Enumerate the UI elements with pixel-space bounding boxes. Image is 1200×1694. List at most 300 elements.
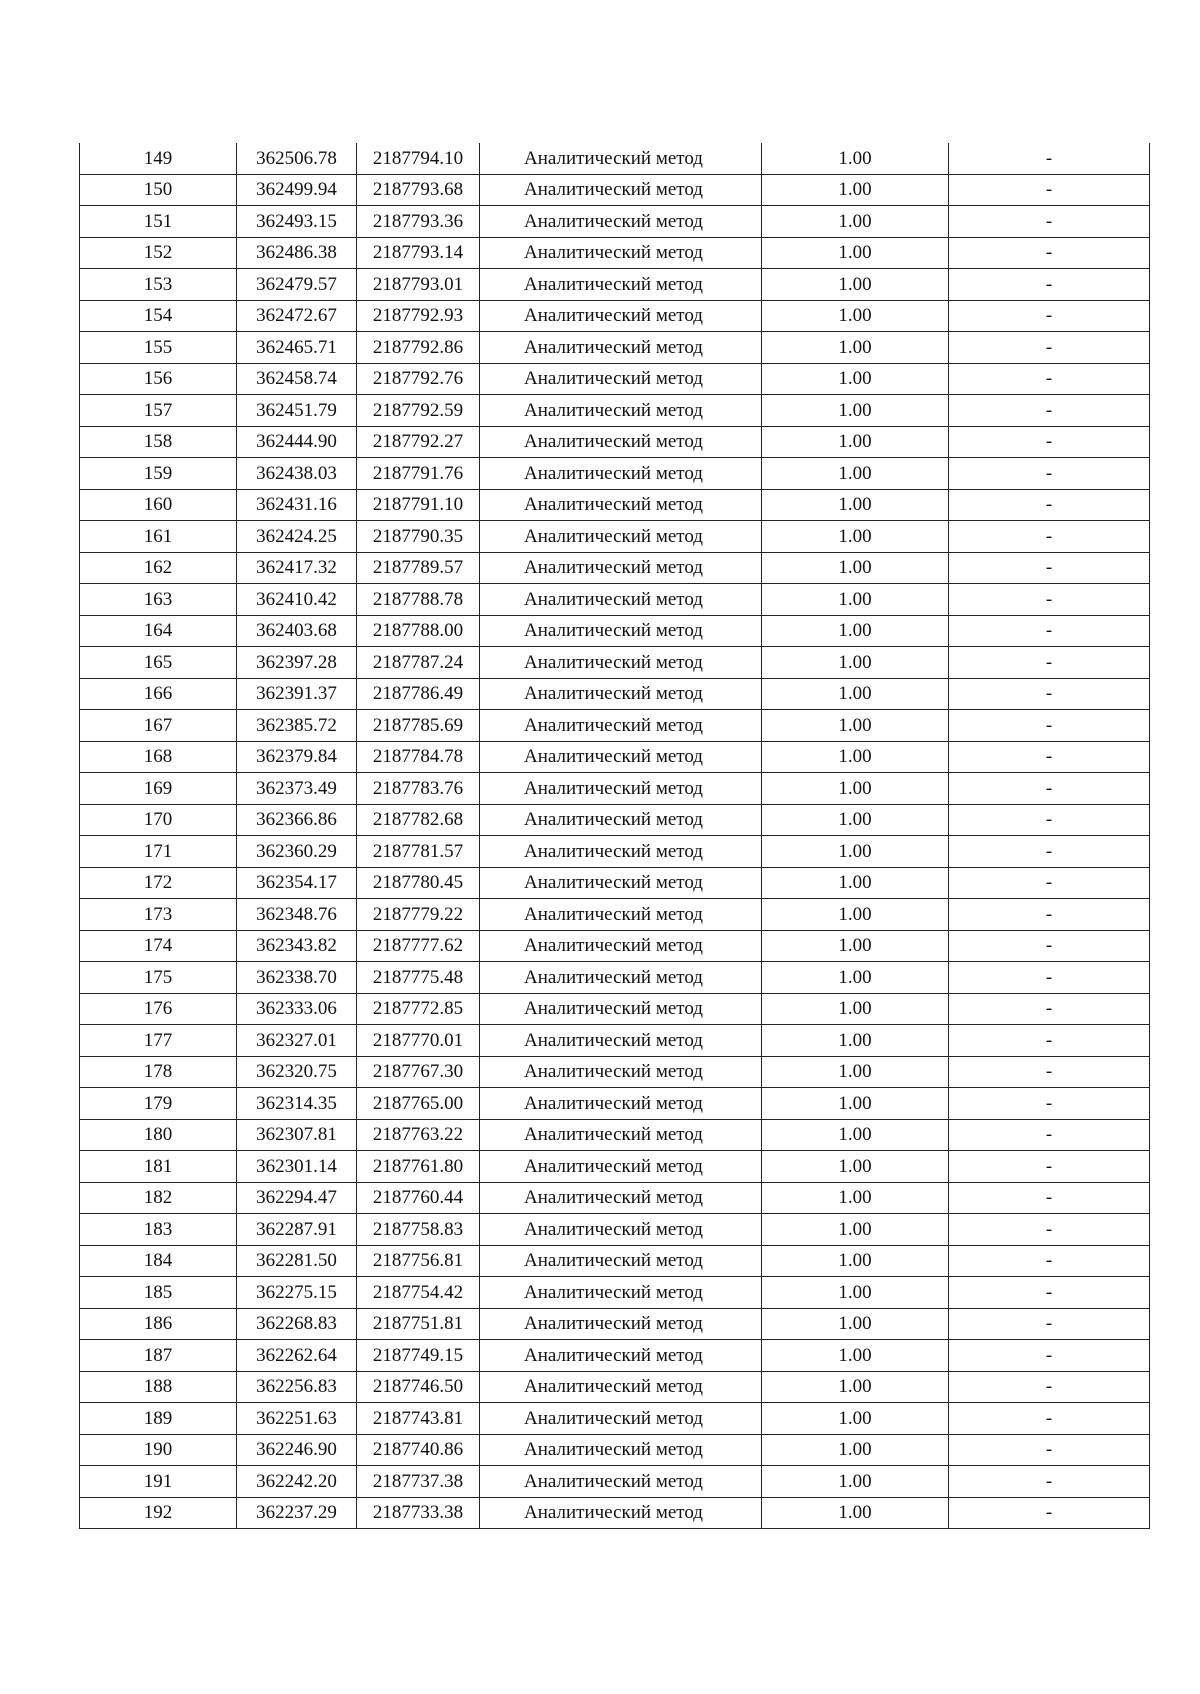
y-coordinate-cell: 2187791.10: [357, 489, 480, 521]
x-coordinate-cell: 362438.03: [237, 458, 357, 490]
accuracy-cell: 1.00: [762, 489, 949, 521]
description-cell: -: [949, 332, 1150, 364]
y-coordinate-cell: 2187793.01: [357, 269, 480, 301]
point-number-cell: 151: [80, 206, 237, 238]
point-number-cell: 150: [80, 174, 237, 206]
accuracy-cell: 1.00: [762, 206, 949, 238]
table-row: [80, 237, 1150, 269]
x-coordinate-cell: 362493.15: [237, 206, 357, 238]
table-row: [80, 1119, 1150, 1151]
description-cell: -: [949, 741, 1150, 773]
method-cell: Аналитический метод: [480, 930, 762, 962]
method-cell: Аналитический метод: [480, 678, 762, 710]
description-cell: -: [949, 710, 1150, 742]
description-cell: -: [949, 1056, 1150, 1088]
method-cell: Аналитический метод: [480, 773, 762, 805]
x-coordinate-cell: 362354.17: [237, 867, 357, 899]
table-row: [80, 1308, 1150, 1340]
table-row: [80, 1434, 1150, 1466]
method-cell: Аналитический метод: [480, 206, 762, 238]
accuracy-cell: 1.00: [762, 1119, 949, 1151]
method-cell: Аналитический метод: [480, 363, 762, 395]
x-coordinate-cell: 362287.91: [237, 1214, 357, 1246]
method-cell: Аналитический метод: [480, 1308, 762, 1340]
accuracy-cell: 1.00: [762, 143, 949, 174]
y-coordinate-cell: 2187792.76: [357, 363, 480, 395]
accuracy-cell: 1.00: [762, 552, 949, 584]
table-row: [80, 647, 1150, 679]
method-cell: Аналитический метод: [480, 710, 762, 742]
method-cell: Аналитический метод: [480, 804, 762, 836]
description-cell: -: [949, 395, 1150, 427]
accuracy-cell: 1.00: [762, 930, 949, 962]
x-coordinate-cell: 362379.84: [237, 741, 357, 773]
x-coordinate-cell: 362256.83: [237, 1371, 357, 1403]
y-coordinate-cell: 2187793.14: [357, 237, 480, 269]
description-cell: -: [949, 1308, 1150, 1340]
point-number-cell: 160: [80, 489, 237, 521]
y-coordinate-cell: 2187756.81: [357, 1245, 480, 1277]
point-number-cell: 184: [80, 1245, 237, 1277]
description-cell: -: [949, 426, 1150, 458]
method-cell: Аналитический метод: [480, 143, 762, 174]
table-row: [80, 836, 1150, 868]
y-coordinate-cell: 2187781.57: [357, 836, 480, 868]
accuracy-cell: 1.00: [762, 174, 949, 206]
y-coordinate-cell: 2187751.81: [357, 1308, 480, 1340]
description-cell: -: [949, 1340, 1150, 1372]
description-cell: -: [949, 1245, 1150, 1277]
description-cell: -: [949, 143, 1150, 174]
method-cell: Аналитический метод: [480, 174, 762, 206]
x-coordinate-cell: 362410.42: [237, 584, 357, 616]
x-coordinate-cell: 362506.78: [237, 143, 357, 174]
description-cell: -: [949, 615, 1150, 647]
table-row: [80, 1025, 1150, 1057]
point-number-cell: 166: [80, 678, 237, 710]
y-coordinate-cell: 2187792.27: [357, 426, 480, 458]
method-cell: Аналитический метод: [480, 584, 762, 616]
method-cell: Аналитический метод: [480, 1245, 762, 1277]
method-cell: Аналитический метод: [480, 552, 762, 584]
method-cell: Аналитический метод: [480, 1340, 762, 1372]
y-coordinate-cell: 2187785.69: [357, 710, 480, 742]
table-row: [80, 1214, 1150, 1246]
y-coordinate-cell: 2187743.81: [357, 1403, 480, 1435]
x-coordinate-cell: 362366.86: [237, 804, 357, 836]
accuracy-cell: 1.00: [762, 647, 949, 679]
y-coordinate-cell: 2187782.68: [357, 804, 480, 836]
y-coordinate-cell: 2187733.38: [357, 1497, 480, 1529]
y-coordinate-cell: 2187788.78: [357, 584, 480, 616]
accuracy-cell: 1.00: [762, 773, 949, 805]
x-coordinate-cell: 362472.67: [237, 300, 357, 332]
accuracy-cell: 1.00: [762, 867, 949, 899]
method-cell: Аналитический метод: [480, 1025, 762, 1057]
method-cell: Аналитический метод: [480, 426, 762, 458]
y-coordinate-cell: 2187767.30: [357, 1056, 480, 1088]
y-coordinate-cell: 2187790.35: [357, 521, 480, 553]
x-coordinate-cell: 362327.01: [237, 1025, 357, 1057]
y-coordinate-cell: 2187792.93: [357, 300, 480, 332]
accuracy-cell: 1.00: [762, 1214, 949, 1246]
point-number-cell: 152: [80, 237, 237, 269]
table-row: [80, 1497, 1150, 1529]
description-cell: -: [949, 1151, 1150, 1183]
table-row: [80, 1340, 1150, 1372]
accuracy-cell: 1.00: [762, 458, 949, 490]
y-coordinate-cell: 2187758.83: [357, 1214, 480, 1246]
y-coordinate-cell: 2187772.85: [357, 993, 480, 1025]
x-coordinate-cell: 362237.29: [237, 1497, 357, 1529]
point-number-cell: 172: [80, 867, 237, 899]
method-cell: Аналитический метод: [480, 489, 762, 521]
x-coordinate-cell: 362333.06: [237, 993, 357, 1025]
description-cell: -: [949, 678, 1150, 710]
method-cell: Аналитический метод: [480, 836, 762, 868]
table-row: [80, 426, 1150, 458]
point-number-cell: 188: [80, 1371, 237, 1403]
accuracy-cell: 1.00: [762, 962, 949, 994]
x-coordinate-cell: 362479.57: [237, 269, 357, 301]
accuracy-cell: 1.00: [762, 521, 949, 553]
x-coordinate-cell: 362268.83: [237, 1308, 357, 1340]
description-cell: -: [949, 1214, 1150, 1246]
accuracy-cell: 1.00: [762, 269, 949, 301]
accuracy-cell: 1.00: [762, 1025, 949, 1057]
table-row: [80, 962, 1150, 994]
description-cell: -: [949, 1403, 1150, 1435]
point-number-cell: 189: [80, 1403, 237, 1435]
accuracy-cell: 1.00: [762, 332, 949, 364]
description-cell: -: [949, 300, 1150, 332]
table-row: [80, 710, 1150, 742]
accuracy-cell: 1.00: [762, 1277, 949, 1309]
table-row: [80, 1151, 1150, 1183]
point-number-cell: 190: [80, 1434, 237, 1466]
point-number-cell: 169: [80, 773, 237, 805]
table-row: [80, 1182, 1150, 1214]
accuracy-cell: 1.00: [762, 1151, 949, 1183]
method-cell: Аналитический метод: [480, 1466, 762, 1498]
description-cell: -: [949, 1277, 1150, 1309]
accuracy-cell: 1.00: [762, 899, 949, 931]
x-coordinate-cell: 362458.74: [237, 363, 357, 395]
table-row: [80, 899, 1150, 931]
x-coordinate-cell: 362343.82: [237, 930, 357, 962]
y-coordinate-cell: 2187760.44: [357, 1182, 480, 1214]
y-coordinate-cell: 2187792.59: [357, 395, 480, 427]
point-number-cell: 156: [80, 363, 237, 395]
table-row: [80, 773, 1150, 805]
method-cell: Аналитический метод: [480, 993, 762, 1025]
method-cell: Аналитический метод: [480, 1056, 762, 1088]
method-cell: Аналитический метод: [480, 867, 762, 899]
point-number-cell: 167: [80, 710, 237, 742]
accuracy-cell: 1.00: [762, 1403, 949, 1435]
y-coordinate-cell: 2187791.76: [357, 458, 480, 490]
point-number-cell: 170: [80, 804, 237, 836]
description-cell: -: [949, 206, 1150, 238]
accuracy-cell: 1.00: [762, 836, 949, 868]
description-cell: -: [949, 1371, 1150, 1403]
x-coordinate-cell: 362294.47: [237, 1182, 357, 1214]
table-row: [80, 1245, 1150, 1277]
x-coordinate-cell: 362424.25: [237, 521, 357, 553]
x-coordinate-cell: 362275.15: [237, 1277, 357, 1309]
description-cell: -: [949, 552, 1150, 584]
y-coordinate-cell: 2187749.15: [357, 1340, 480, 1372]
accuracy-cell: 1.00: [762, 1056, 949, 1088]
y-coordinate-cell: 2187763.22: [357, 1119, 480, 1151]
y-coordinate-cell: 2187775.48: [357, 962, 480, 994]
accuracy-cell: 1.00: [762, 741, 949, 773]
table-row: [80, 489, 1150, 521]
y-coordinate-cell: 2187792.86: [357, 332, 480, 364]
description-cell: -: [949, 237, 1150, 269]
description-cell: -: [949, 1119, 1150, 1151]
table-row: [80, 678, 1150, 710]
point-number-cell: 171: [80, 836, 237, 868]
y-coordinate-cell: 2187787.24: [357, 647, 480, 679]
method-cell: Аналитический метод: [480, 300, 762, 332]
method-cell: Аналитический метод: [480, 1403, 762, 1435]
description-cell: -: [949, 584, 1150, 616]
x-coordinate-cell: 362499.94: [237, 174, 357, 206]
x-coordinate-cell: 362403.68: [237, 615, 357, 647]
description-cell: -: [949, 836, 1150, 868]
x-coordinate-cell: 362338.70: [237, 962, 357, 994]
table-row: [80, 1371, 1150, 1403]
x-coordinate-cell: 362246.90: [237, 1434, 357, 1466]
x-coordinate-cell: 362431.16: [237, 489, 357, 521]
table-row: [80, 174, 1150, 206]
table-row: [80, 584, 1150, 616]
point-number-cell: 192: [80, 1497, 237, 1529]
description-cell: -: [949, 1497, 1150, 1529]
method-cell: Аналитический метод: [480, 1371, 762, 1403]
description-cell: -: [949, 1182, 1150, 1214]
accuracy-cell: 1.00: [762, 363, 949, 395]
y-coordinate-cell: 2187746.50: [357, 1371, 480, 1403]
method-cell: Аналитический метод: [480, 647, 762, 679]
table-row: [80, 1403, 1150, 1435]
x-coordinate-cell: 362348.76: [237, 899, 357, 931]
y-coordinate-cell: 2187783.76: [357, 773, 480, 805]
description-cell: -: [949, 773, 1150, 805]
point-number-cell: 149: [80, 143, 237, 174]
y-coordinate-cell: 2187786.49: [357, 678, 480, 710]
point-number-cell: 158: [80, 426, 237, 458]
method-cell: Аналитический метод: [480, 458, 762, 490]
accuracy-cell: 1.00: [762, 678, 949, 710]
description-cell: -: [949, 899, 1150, 931]
description-cell: -: [949, 269, 1150, 301]
point-number-cell: 183: [80, 1214, 237, 1246]
table-row: [80, 395, 1150, 427]
y-coordinate-cell: 2187794.10: [357, 143, 480, 174]
accuracy-cell: 1.00: [762, 1245, 949, 1277]
table-row: [80, 363, 1150, 395]
point-number-cell: 174: [80, 930, 237, 962]
x-coordinate-cell: 362360.29: [237, 836, 357, 868]
description-cell: -: [949, 521, 1150, 553]
method-cell: Аналитический метод: [480, 332, 762, 364]
point-number-cell: 176: [80, 993, 237, 1025]
table-row: [80, 206, 1150, 238]
method-cell: Аналитический метод: [480, 521, 762, 553]
x-coordinate-cell: 362301.14: [237, 1151, 357, 1183]
table-row: [80, 804, 1150, 836]
accuracy-cell: 1.00: [762, 395, 949, 427]
description-cell: -: [949, 363, 1150, 395]
description-cell: -: [949, 1466, 1150, 1498]
description-cell: -: [949, 647, 1150, 679]
description-cell: -: [949, 1434, 1150, 1466]
method-cell: Аналитический метод: [480, 1182, 762, 1214]
y-coordinate-cell: 2187793.68: [357, 174, 480, 206]
point-number-cell: 153: [80, 269, 237, 301]
table-row: [80, 552, 1150, 584]
description-cell: -: [949, 489, 1150, 521]
table-row: [80, 867, 1150, 899]
x-coordinate-cell: 362486.38: [237, 237, 357, 269]
y-coordinate-cell: 2187754.42: [357, 1277, 480, 1309]
point-number-cell: 182: [80, 1182, 237, 1214]
point-number-cell: 175: [80, 962, 237, 994]
accuracy-cell: 1.00: [762, 426, 949, 458]
x-coordinate-cell: 362451.79: [237, 395, 357, 427]
y-coordinate-cell: 2187780.45: [357, 867, 480, 899]
method-cell: Аналитический метод: [480, 1119, 762, 1151]
description-cell: -: [949, 993, 1150, 1025]
accuracy-cell: 1.00: [762, 1182, 949, 1214]
x-coordinate-cell: 362307.81: [237, 1119, 357, 1151]
point-number-cell: 162: [80, 552, 237, 584]
y-coordinate-cell: 2187789.57: [357, 552, 480, 584]
x-coordinate-cell: 362385.72: [237, 710, 357, 742]
accuracy-cell: 1.00: [762, 804, 949, 836]
method-cell: Аналитический метод: [480, 1151, 762, 1183]
method-cell: Аналитический метод: [480, 1214, 762, 1246]
table-row: [80, 615, 1150, 647]
method-cell: Аналитический метод: [480, 1434, 762, 1466]
table-row: [80, 269, 1150, 301]
accuracy-cell: 1.00: [762, 237, 949, 269]
accuracy-cell: 1.00: [762, 300, 949, 332]
method-cell: Аналитический метод: [480, 1088, 762, 1120]
method-cell: Аналитический метод: [480, 269, 762, 301]
accuracy-cell: 1.00: [762, 710, 949, 742]
accuracy-cell: 1.00: [762, 1371, 949, 1403]
point-number-cell: 164: [80, 615, 237, 647]
y-coordinate-cell: 2187761.80: [357, 1151, 480, 1183]
x-coordinate-cell: 362314.35: [237, 1088, 357, 1120]
description-cell: -: [949, 1025, 1150, 1057]
x-coordinate-cell: 362444.90: [237, 426, 357, 458]
table-row: [80, 930, 1150, 962]
description-cell: -: [949, 867, 1150, 899]
y-coordinate-cell: 2187765.00: [357, 1088, 480, 1120]
x-coordinate-cell: 362281.50: [237, 1245, 357, 1277]
point-number-cell: 154: [80, 300, 237, 332]
point-number-cell: 177: [80, 1025, 237, 1057]
point-number-cell: 191: [80, 1466, 237, 1498]
point-number-cell: 178: [80, 1056, 237, 1088]
method-cell: Аналитический метод: [480, 962, 762, 994]
method-cell: Аналитический метод: [480, 899, 762, 931]
coordinates-table: [79, 143, 1150, 1529]
method-cell: Аналитический метод: [480, 395, 762, 427]
y-coordinate-cell: 2187777.62: [357, 930, 480, 962]
point-number-cell: 168: [80, 741, 237, 773]
point-number-cell: 159: [80, 458, 237, 490]
x-coordinate-cell: 362320.75: [237, 1056, 357, 1088]
point-number-cell: 187: [80, 1340, 237, 1372]
point-number-cell: 185: [80, 1277, 237, 1309]
point-number-cell: 173: [80, 899, 237, 931]
point-number-cell: 157: [80, 395, 237, 427]
table-row: [80, 332, 1150, 364]
accuracy-cell: 1.00: [762, 993, 949, 1025]
description-cell: -: [949, 930, 1150, 962]
x-coordinate-cell: 362391.37: [237, 678, 357, 710]
x-coordinate-cell: 362417.32: [237, 552, 357, 584]
y-coordinate-cell: 2187740.86: [357, 1434, 480, 1466]
point-number-cell: 179: [80, 1088, 237, 1120]
accuracy-cell: 1.00: [762, 1088, 949, 1120]
accuracy-cell: 1.00: [762, 1308, 949, 1340]
y-coordinate-cell: 2187770.01: [357, 1025, 480, 1057]
accuracy-cell: 1.00: [762, 1466, 949, 1498]
accuracy-cell: 1.00: [762, 584, 949, 616]
y-coordinate-cell: 2187788.00: [357, 615, 480, 647]
x-coordinate-cell: 362242.20: [237, 1466, 357, 1498]
accuracy-cell: 1.00: [762, 1434, 949, 1466]
y-coordinate-cell: 2187784.78: [357, 741, 480, 773]
point-number-cell: 180: [80, 1119, 237, 1151]
method-cell: Аналитический метод: [480, 615, 762, 647]
description-cell: -: [949, 804, 1150, 836]
accuracy-cell: 1.00: [762, 1340, 949, 1372]
description-cell: -: [949, 174, 1150, 206]
method-cell: Аналитический метод: [480, 741, 762, 773]
x-coordinate-cell: 362262.64: [237, 1340, 357, 1372]
method-cell: Аналитический метод: [480, 1497, 762, 1529]
y-coordinate-cell: 2187737.38: [357, 1466, 480, 1498]
point-number-cell: 165: [80, 647, 237, 679]
y-coordinate-cell: 2187793.36: [357, 206, 480, 238]
point-number-cell: 155: [80, 332, 237, 364]
y-coordinate-cell: 2187779.22: [357, 899, 480, 931]
table-row: [80, 741, 1150, 773]
table-row: [80, 458, 1150, 490]
method-cell: Аналитический метод: [480, 237, 762, 269]
x-coordinate-cell: 362373.49: [237, 773, 357, 805]
x-coordinate-cell: 362397.28: [237, 647, 357, 679]
table-row: [80, 521, 1150, 553]
description-cell: -: [949, 962, 1150, 994]
point-number-cell: 181: [80, 1151, 237, 1183]
accuracy-cell: 1.00: [762, 1497, 949, 1529]
accuracy-cell: 1.00: [762, 615, 949, 647]
method-cell: Аналитический метод: [480, 1277, 762, 1309]
point-number-cell: 163: [80, 584, 237, 616]
table-row: [80, 1466, 1150, 1498]
description-cell: -: [949, 458, 1150, 490]
table-row: [80, 993, 1150, 1025]
description-cell: -: [949, 1088, 1150, 1120]
